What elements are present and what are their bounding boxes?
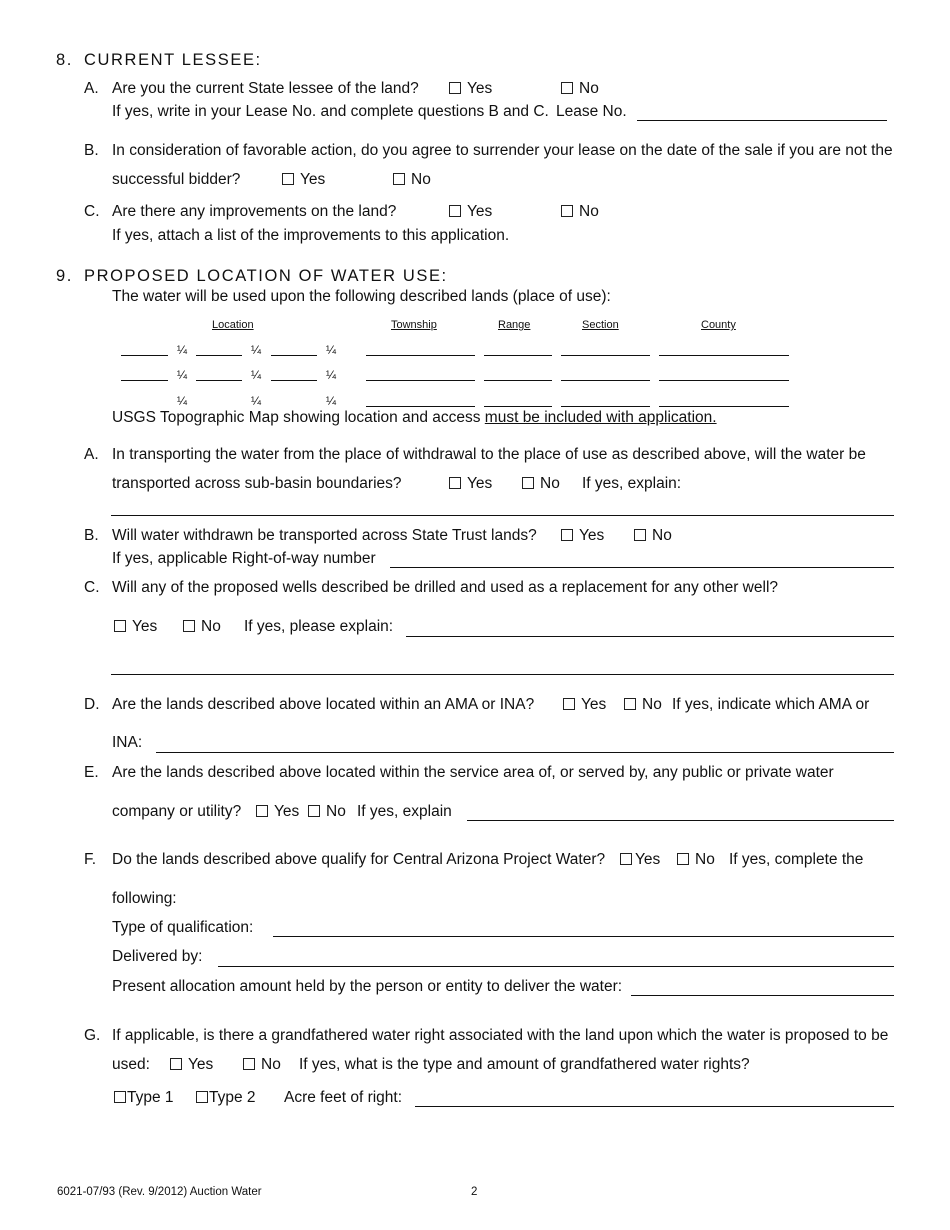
q8a-yes-option[interactable]: Yes xyxy=(449,81,492,97)
q9f-text: Do the lands described above qualify for Central Arizona Project Water? xyxy=(112,851,606,868)
place-of-use-intro: The water will be used upon the following described lands (place of use): xyxy=(112,288,611,305)
lease-no-field[interactable] xyxy=(637,120,887,121)
q9f-no-option[interactable]: No xyxy=(677,852,715,868)
quarter-mark: ¼ xyxy=(177,368,188,382)
q9f-followup-text: If yes, complete the xyxy=(729,851,864,868)
q9f-following-text: following: xyxy=(112,890,177,907)
q9a-no-option[interactable]: No xyxy=(522,476,560,492)
q9e-no-checkbox[interactable] xyxy=(308,805,320,817)
township-field[interactable] xyxy=(366,380,475,381)
q8b-text-line2: successful bidder? xyxy=(112,171,241,188)
q9c-no-option[interactable]: No xyxy=(183,619,221,635)
type-2-option[interactable]: Type 2 xyxy=(196,1090,256,1106)
q9b-yes-checkbox[interactable] xyxy=(561,529,573,541)
q9b-no-option[interactable]: No xyxy=(634,528,672,544)
q8a-text: Are you the current State lessee of the land? xyxy=(112,80,419,97)
delivered-by-field[interactable] xyxy=(218,966,894,967)
type-2-checkbox[interactable] xyxy=(196,1091,208,1103)
q9f-letter: F. xyxy=(84,851,97,868)
q9c-explain-field-line2[interactable] xyxy=(111,674,894,675)
q9g-text-line1: If applicable, is there a grandfathered water right associated with the land upon which the water is proposed to be xyxy=(112,1027,889,1044)
section-8-title: CURRENT LESSEE: xyxy=(84,51,262,69)
q8c-no-option[interactable]: No xyxy=(561,204,599,220)
quarter-mark: ¼ xyxy=(177,394,188,408)
q9a-yes-option[interactable]: Yes xyxy=(449,476,492,492)
quarter-mark: ¼ xyxy=(326,394,337,408)
q9e-yes-checkbox[interactable] xyxy=(256,805,268,817)
q9a-explain-label: If yes, explain: xyxy=(582,475,682,492)
location-quarter-1-field[interactable] xyxy=(121,380,168,381)
q9a-explain-field[interactable] xyxy=(111,515,894,516)
q9d-yes-option[interactable]: Yes xyxy=(563,697,606,713)
quarter-mark: ¼ xyxy=(251,368,262,382)
quarter-mark: ¼ xyxy=(251,394,262,408)
section-9-title: PROPOSED LOCATION OF WATER USE: xyxy=(84,267,448,285)
quarter-mark: ¼ xyxy=(326,368,337,382)
q9e-text-line2: company or utility? xyxy=(112,803,242,820)
acre-feet-label: Acre feet of right: xyxy=(284,1089,403,1106)
q9f-yes-checkbox[interactable] xyxy=(620,853,632,865)
q8c-yes-checkbox[interactable] xyxy=(449,205,461,217)
q8b-letter: B. xyxy=(84,142,99,159)
q9c-no-checkbox[interactable] xyxy=(183,620,195,632)
page-number: 2 xyxy=(471,1186,478,1198)
header-range: Range xyxy=(498,319,531,331)
section-field[interactable] xyxy=(561,380,650,381)
q9d-followup-text: If yes, indicate which AMA or xyxy=(672,696,870,713)
q9e-explain-field[interactable] xyxy=(467,820,894,821)
q8b-no-option[interactable]: No xyxy=(393,172,431,188)
q8b-no-checkbox[interactable] xyxy=(393,173,405,185)
range-field[interactable] xyxy=(484,406,552,407)
acre-feet-field[interactable] xyxy=(415,1106,894,1107)
allocation-amount-field[interactable] xyxy=(631,995,894,996)
township-field[interactable] xyxy=(366,355,475,356)
q9e-text-line1: Are the lands described above located within the service area of, or served by, any public or private water xyxy=(112,764,834,781)
header-location: Location xyxy=(212,319,254,331)
q8c-no-checkbox[interactable] xyxy=(561,205,573,217)
q9g-yes-option[interactable]: Yes xyxy=(170,1057,213,1073)
q8a-no-option[interactable]: No xyxy=(561,81,599,97)
ama-ina-field[interactable] xyxy=(156,752,894,753)
q9c-explain-label: If yes, please explain: xyxy=(244,618,394,635)
q8c-letter: C. xyxy=(84,203,100,220)
allocation-amount-label: Present allocation amount held by the person or entity to deliver the water: xyxy=(112,978,623,995)
q9e-yes-option[interactable]: Yes xyxy=(256,804,299,820)
q9e-letter: E. xyxy=(84,764,99,781)
q9d-text: Are the lands described above located within an AMA or INA? xyxy=(112,696,535,713)
form-id: 6021-07/93 (Rev. 9/2012) Auction Water xyxy=(57,1186,262,1198)
q8a-no-checkbox[interactable] xyxy=(561,82,573,94)
q9c-letter: C. xyxy=(84,579,100,596)
location-quarter-3-field[interactable] xyxy=(271,355,317,356)
delivered-by-label: Delivered by: xyxy=(112,948,203,965)
q8c-instruction: If yes, attach a list of the improvements to this application. xyxy=(112,227,510,244)
header-township: Township xyxy=(391,319,437,331)
location-quarter-1-field[interactable] xyxy=(121,355,168,356)
location-quarter-3-field[interactable] xyxy=(271,380,317,381)
header-county: County xyxy=(701,319,736,331)
q9d-yes-checkbox[interactable] xyxy=(563,698,575,710)
section-9-number: 9. xyxy=(56,267,73,285)
q8b-yes-checkbox[interactable] xyxy=(282,173,294,185)
right-of-way-label: If yes, applicable Right-of-way number xyxy=(112,550,376,567)
q9c-yes-checkbox[interactable] xyxy=(114,620,126,632)
q8b-text-line1: In consideration of favorable action, do you agree to surrender your lease on the date of the sale if you are not the xyxy=(112,142,893,159)
county-field[interactable] xyxy=(659,406,789,407)
section-8-number: 8. xyxy=(56,51,73,69)
q9c-explain-field[interactable] xyxy=(406,636,894,637)
q9d-no-option[interactable]: No xyxy=(624,697,662,713)
right-of-way-field[interactable] xyxy=(390,567,894,568)
q8c-text: Are there any improvements on the land? xyxy=(112,203,397,220)
q9d-letter: D. xyxy=(84,696,100,713)
county-field[interactable] xyxy=(659,380,789,381)
q9g-used-label: used: xyxy=(112,1056,150,1073)
section-field[interactable] xyxy=(561,355,650,356)
q9d-no-checkbox[interactable] xyxy=(624,698,636,710)
quarter-mark: ¼ xyxy=(326,343,337,357)
q9b-text: Will water withdrawn be transported across State Trust lands? xyxy=(112,527,537,544)
q9g-letter: G. xyxy=(84,1027,101,1044)
q9b-yes-option[interactable]: Yes xyxy=(561,528,604,544)
q9a-letter: A. xyxy=(84,446,99,463)
county-field[interactable] xyxy=(659,355,789,356)
ina-label: INA: xyxy=(112,734,143,751)
q8a-yes-checkbox[interactable] xyxy=(449,82,461,94)
map-requirement-note: USGS Topographic Map showing location and access must be included with application. xyxy=(112,409,717,426)
q8a-letter: A. xyxy=(84,80,99,97)
q9b-letter: B. xyxy=(84,527,99,544)
qualification-type-label: Type of qualification: xyxy=(112,919,254,936)
q8b-yes-option[interactable]: Yes xyxy=(282,172,325,188)
q9c-text: Will any of the proposed wells described be drilled and used as a replacement for any other well? xyxy=(112,579,779,596)
qualification-type-field[interactable] xyxy=(273,936,894,937)
q9e-explain-label: If yes, explain xyxy=(357,803,452,820)
q9g-no-option[interactable]: No xyxy=(243,1057,281,1073)
location-quarter-2-field[interactable] xyxy=(196,380,242,381)
q9a-no-checkbox[interactable] xyxy=(522,477,534,489)
q9a-yes-checkbox[interactable] xyxy=(449,477,461,489)
q9f-yes-option[interactable]: Yes xyxy=(620,852,660,868)
location-quarter-2-field[interactable] xyxy=(196,355,242,356)
type-1-option[interactable]: Type 1 xyxy=(114,1090,174,1106)
lease-no-label: Lease No. xyxy=(556,103,627,120)
q8c-yes-option[interactable]: Yes xyxy=(449,204,492,220)
range-field[interactable] xyxy=(484,355,552,356)
header-section: Section xyxy=(582,319,619,331)
type-1-checkbox[interactable] xyxy=(114,1091,126,1103)
q9a-text-line2: transported across sub-basin boundaries? xyxy=(112,475,402,492)
township-field[interactable] xyxy=(366,406,475,407)
q9g-followup-text: If yes, what is the type and amount of grandfathered water rights? xyxy=(299,1056,750,1073)
quarter-mark: ¼ xyxy=(177,343,188,357)
quarter-mark: ¼ xyxy=(251,343,262,357)
range-field[interactable] xyxy=(484,380,552,381)
q8a-instruction: If yes, write in your Lease No. and complete questions B and C. xyxy=(112,103,549,120)
q9g-yes-checkbox[interactable] xyxy=(170,1058,182,1070)
q9b-no-checkbox[interactable] xyxy=(634,529,646,541)
q9c-yes-option[interactable]: Yes xyxy=(114,619,157,635)
q9a-text-line1: In transporting the water from the place of withdrawal to the place of use as described above, will the water be xyxy=(112,446,866,463)
q9g-no-checkbox[interactable] xyxy=(243,1058,255,1070)
q9e-no-option[interactable]: No xyxy=(308,804,346,820)
q9f-no-checkbox[interactable] xyxy=(677,853,689,865)
section-field[interactable] xyxy=(561,406,650,407)
